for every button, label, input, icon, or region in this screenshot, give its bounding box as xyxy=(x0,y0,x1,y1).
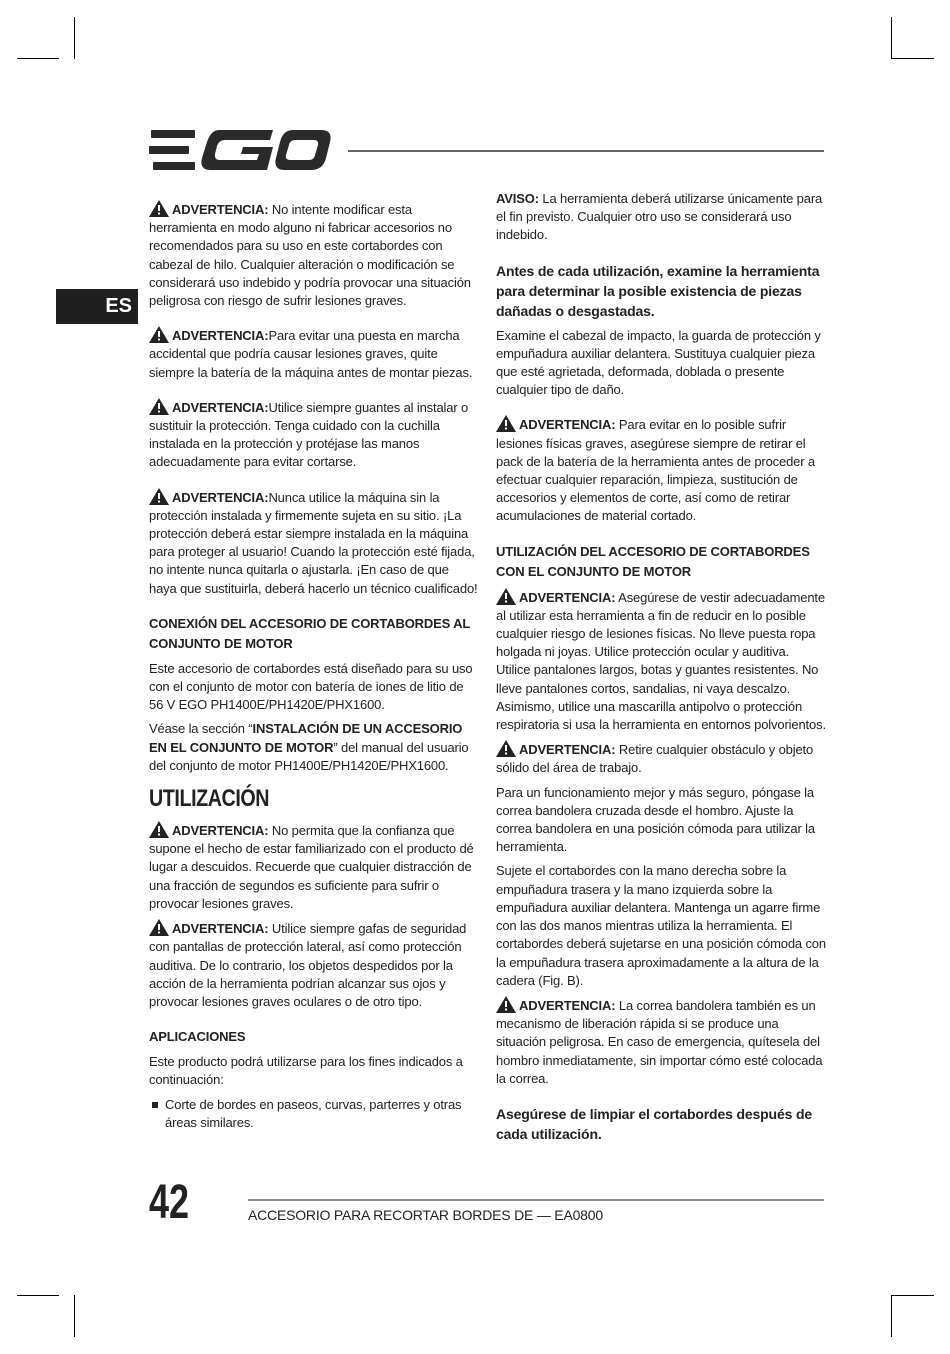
warning-paragraph xyxy=(496,996,826,1088)
section-heading-utilizacion: UTILIZACIÓN xyxy=(149,785,270,813)
language-tab: ES xyxy=(56,289,138,324)
warning-text: Para evitar en lo posible sufrir lesiones físicas graves, asegúrese siempre de retirar el pack de la batería de la herramienta antes de proceder a efectuar cualquier reparación, limpieza, sustitución de accesorios y elementos de corte, así como de retirar acumulaciones de material cortado. xyxy=(496,417,815,524)
warning-icon xyxy=(149,326,169,343)
warning-icon xyxy=(149,200,169,217)
warning-paragraph xyxy=(496,740,826,777)
antes-paragraph: Examine el cabezal de impacto, la guarda de protección y empuñadura auxiliar delantera. Sustituya cualquier pieza que esté agrietada, deformada, doblada o presente cualquier tipo de daño. xyxy=(496,327,821,398)
crop-mark xyxy=(74,17,75,59)
warning-label: ADVERTENCIA: xyxy=(172,489,269,505)
crop-mark xyxy=(892,1295,934,1296)
warning-paragraph xyxy=(149,398,479,472)
warning-text: No permita que la confianza que supone el hecho de estar familiarizado con el producto dé lugar a descuidos. Recuerde que cualquier distracción de una fracción de segundos es suficiente para sufrir o provocar lesiones graves. xyxy=(149,823,474,911)
reference-post: ” del manual del usuario del conjunto de motor PH1400E/PH1420E/PHX1600. xyxy=(149,739,469,773)
conexion-paragraph: Este accesorio de cortabordes está diseñado para su uso con el conjunto de motor con batería de iones de litio de 56 V EGO PH1400E/PH1420E/PHX1600. xyxy=(149,660,473,713)
warning-icon xyxy=(149,398,169,415)
warning-text: No intente modificar esta herramienta en modo alguno ni fabricar accesorios no recomendados para su uso en este cortabordes con cabezal de hilo. Cualquier alteración o modificación se considerará uso indebido y podría provocar una situación peligrosa con riesgo de sufrir lesiones graves. xyxy=(149,202,471,309)
warning-paragraph xyxy=(149,326,479,382)
warning-label: ADVERTENCIA: xyxy=(519,417,616,433)
warning-label: ADVERTENCIA: xyxy=(519,589,616,605)
footer-title: ACCESORIO PARA RECORTAR BORDES DE — EA0800 xyxy=(248,1207,603,1223)
closing-heading: Asegúrese de limpiar el cortabordes después de cada utilización. xyxy=(496,1105,812,1142)
section-heading-conexion: CONEXIÓN DEL ACCESORIO DE CORTABORDES AL CONJUNTO DE MOTOR xyxy=(149,615,470,651)
warning-paragraph xyxy=(496,588,826,735)
warning-icon xyxy=(149,919,169,936)
crop-mark xyxy=(74,1295,75,1337)
warning-text: Utilice siempre guantes al instalar o sustituir la protección. Tenga cuidado con la cuchilla instalada en la protección y protéjase las manos adecuadamente para evitar cortarse. xyxy=(149,399,469,470)
section-heading-uso: UTILIZACIÓN DEL ACCESORIO DE CORTABORDES CON EL CONJUNTO DE MOTOR xyxy=(496,543,810,579)
crop-mark xyxy=(17,1295,59,1296)
warning-paragraph xyxy=(149,200,479,310)
warning-label: ADVERTENCIA: xyxy=(172,202,269,217)
warning-text: Retire cualquier obstáculo y objeto sólido del área de trabajo. xyxy=(496,742,814,776)
uso-paragraph: Para un funcionamiento mejor y más seguro, póngase la correa bandolera cruzada desde el hombro. Ajuste la correa bandolera en una posición cómoda para utilizar la herramienta. xyxy=(496,784,815,855)
aplicaciones-list xyxy=(149,1096,479,1132)
aplicaciones-intro: Este producto podrá utilizarse para los fines indicados a continuación: xyxy=(149,1054,463,1088)
reference-pre: Véase la sección “ xyxy=(149,721,253,737)
list-item-text: Corte de bordes en paseos, curvas, parterres y otras áreas similares. xyxy=(165,1096,462,1130)
crop-mark xyxy=(892,58,934,59)
left-column xyxy=(149,200,479,1132)
crop-mark xyxy=(891,1295,892,1337)
warning-label: ADVERTENCIA: xyxy=(172,399,269,415)
warning-paragraph xyxy=(149,821,479,913)
warning-icon xyxy=(496,588,516,605)
warning-text: Utilice siempre gafas de seguridad con pantallas de protección lateral, así como protección auditiva. De lo contrario, los objetos despedidos por la acción de la herramienta podrían alcanzar sus ojos y provocar lesiones graves oculares o de otro tipo. xyxy=(149,921,467,1009)
crop-mark xyxy=(891,17,892,59)
warning-text: La correa bandolera también es un mecanismo de liberación rápida si se produce una situación peligrosa. En caso de emergencia, quítesela del hombro inmediatamente, sin importar cómo esté colocada la correa. xyxy=(496,997,823,1086)
warning-icon xyxy=(496,740,516,757)
uso-paragraph: Sujete el cortabordes con la mano derecha sobre la empuñadura trasera y la mano izquierda sobre la empuñadura auxiliar delantera. Mantenga un agarre firme con las dos manos mientras utiliza la herramienta. El cortabordes deberá sujetarse en una posición cómoda con la empuñadura trasera aproximadamente a la altura de la cadera (Fig. B). xyxy=(496,863,826,988)
warning-paragraph xyxy=(149,919,479,1011)
warning-label: ADVERTENCIA: xyxy=(172,328,269,344)
warning-label: ADVERTENCIA: xyxy=(519,742,616,758)
section-heading-antes: Antes de cada utilización, examine la herramienta para determinar la posible existencia de piezas dañadas o desgastadas. xyxy=(496,262,820,319)
aviso-label: AVISO: xyxy=(496,191,539,206)
warning-icon xyxy=(149,488,169,505)
warning-text: Para evitar una puesta en marcha accidental que podría causar lesiones graves, quite siempre la batería de la máquina antes de montar piezas. xyxy=(149,328,473,380)
warning-icon xyxy=(149,821,169,838)
ego-logo xyxy=(149,128,331,172)
page-number: 42 xyxy=(149,1176,190,1229)
warning-text: Nunca utilice la máquina sin la protección instalada y firmemente sujeta en su sitio. ¡La protección deberá estar siempre instalada en la máquina para proteger al usuario! Cuando la protección esté fijada, no intente nunca quitarla o ajustarla. ¡En caso de que haya que sustituirla, deberá hacerlo un técnico cualificado! xyxy=(149,489,478,596)
aviso-text: La herramienta deberá utilizarse únicamente para el fin previsto. Cualquier otro uso se considerará uso indebido. xyxy=(496,191,823,243)
footer-rule xyxy=(248,1199,824,1201)
section-heading-aplicaciones: APLICACIONES xyxy=(149,1029,246,1045)
warning-label: ADVERTENCIA: xyxy=(172,823,269,839)
warning-label: ADVERTENCIA: xyxy=(172,921,269,937)
crop-mark xyxy=(17,58,59,59)
right-column xyxy=(496,190,826,1150)
bullet-icon xyxy=(152,1102,158,1108)
warning-icon xyxy=(496,996,516,1013)
warning-label: ADVERTENCIA: xyxy=(519,997,616,1013)
list-item xyxy=(149,1096,479,1132)
conexion-reference xyxy=(149,720,479,775)
warning-text: Asegúrese de vestir adecuadamente al utilizar esta herramienta a fin de reducir en lo posible cualquier riesgo de lesiones físicas. No lleve puesta ropa holgada ni joyas. Utilice protección ocular y auditiva. Utilice pantalones largos, botas y guantes resistentes. No lleve pantalones cortos, sandalias, ni vaya descalzo. Asimismo, utilice una mascarilla antipolvo o protección respiratoria si usa la herramienta en entornos polvorientos. xyxy=(496,589,826,733)
reference-bold: INSTALACIÓN DE UN ACCESORIO EN EL CONJUNTO DE MOTOR xyxy=(149,721,463,755)
warning-paragraph xyxy=(149,488,479,598)
aviso-paragraph xyxy=(496,190,826,245)
warning-paragraph xyxy=(496,415,826,525)
warning-icon xyxy=(496,415,516,432)
header-rule xyxy=(348,150,824,152)
